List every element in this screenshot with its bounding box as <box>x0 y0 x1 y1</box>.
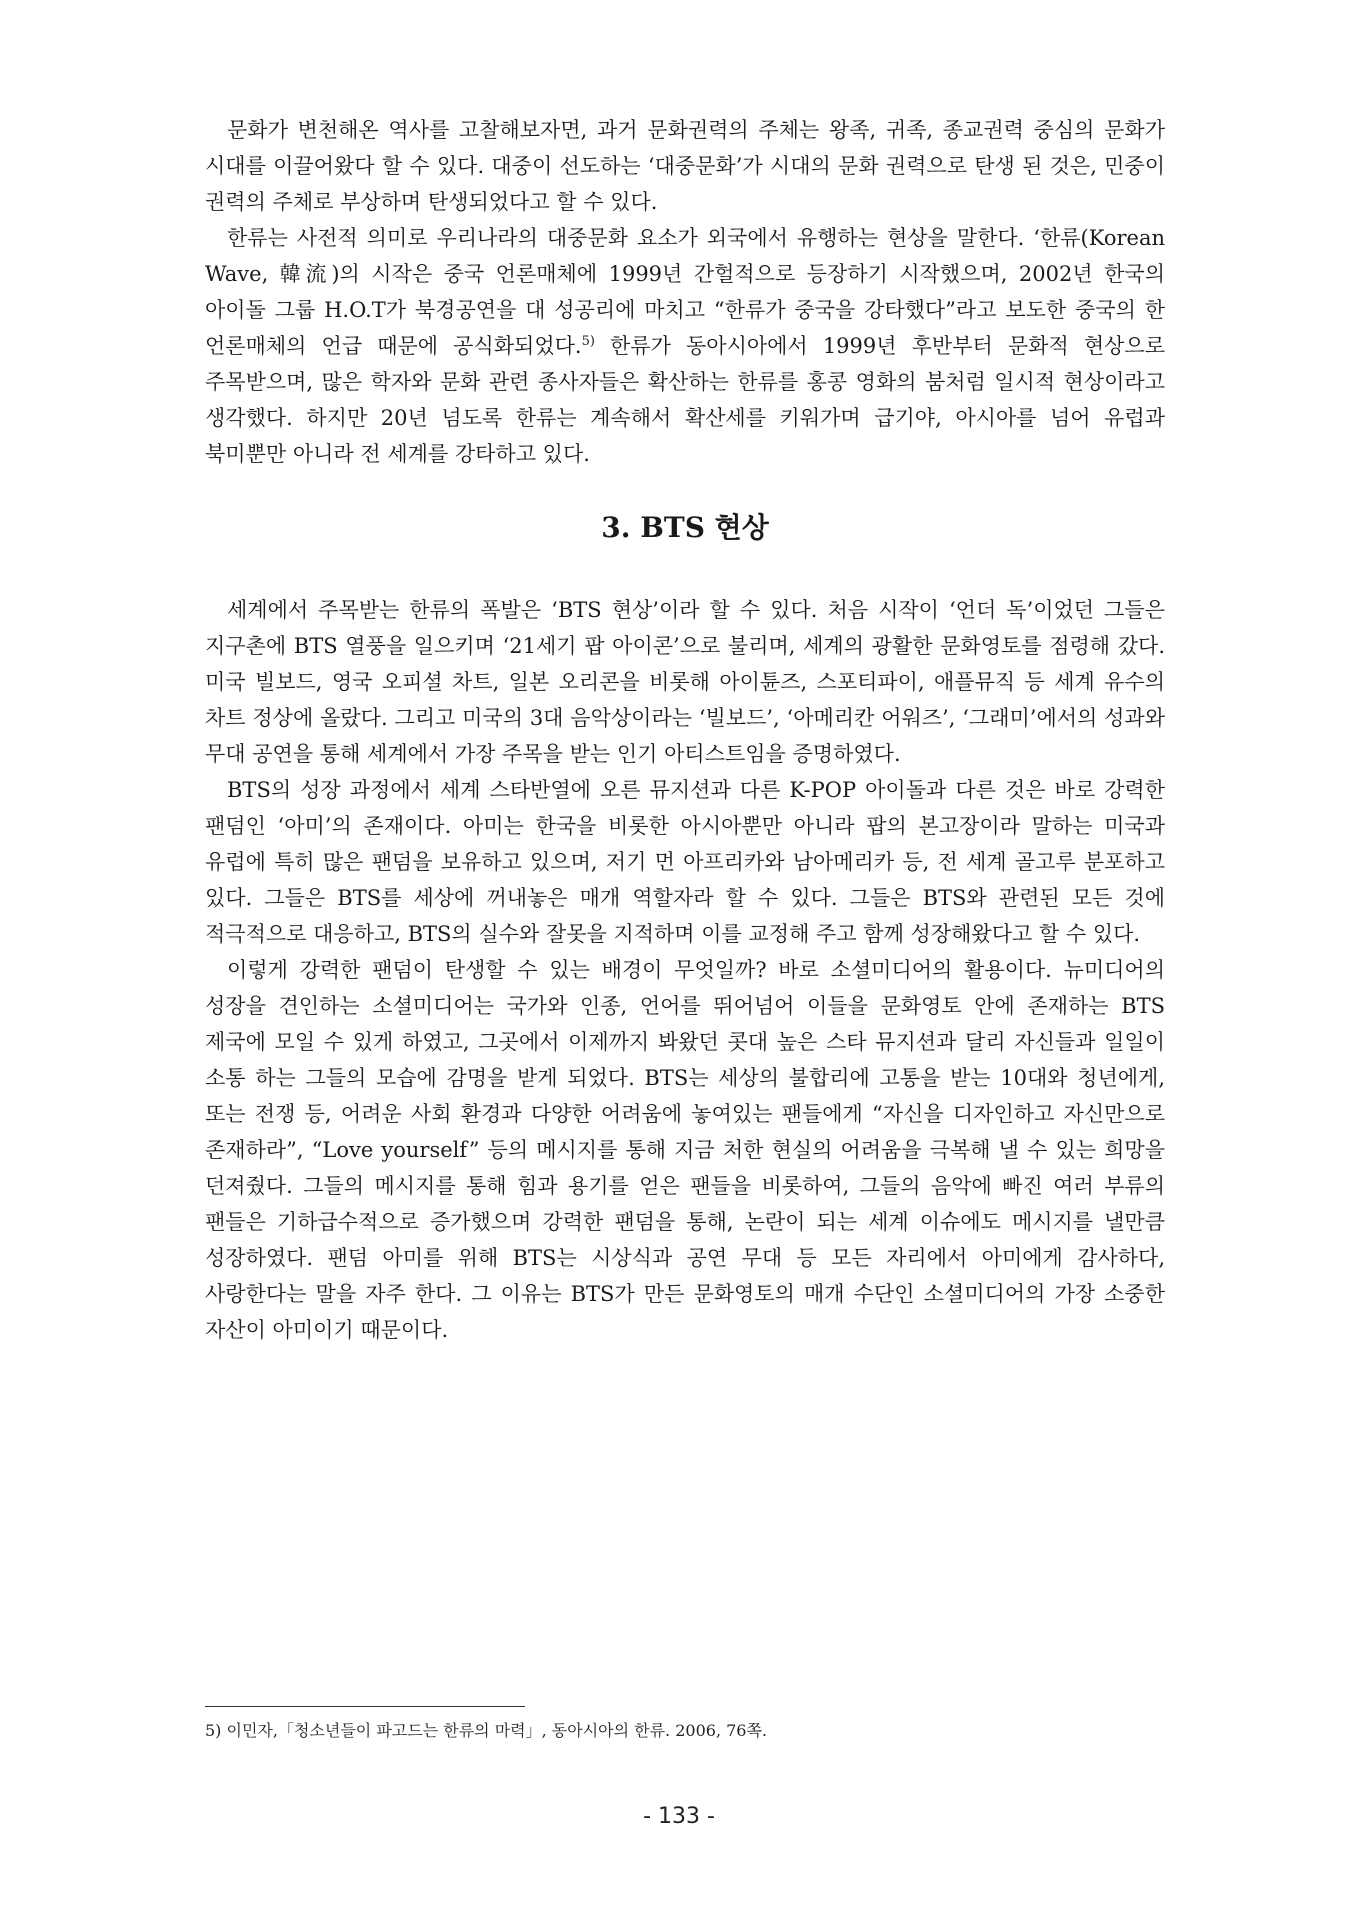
page-number: - 133 - <box>643 1804 715 1829</box>
paragraph-text: 한류가 동아시아에서 1999년 후반부터 문화적 현상으로 주목받으며, 많은 학자와 문화 관련 종사자들은 확산하는 한류를 홍콩 영화의 붐처럼 일시적 현상이라고 생각했다. 하지만 20년 넘도록 한류는 계속해서 확산세를 키워가며 급기야, 아시아를 넘어 유럽과 북미뿐만 아니라 전 세계를 강타하고 있다. <box>205 334 1166 466</box>
page-body <box>205 112 1165 1348</box>
body-paragraph: 문화가 변천해온 역사를 고찰해보자면, 과거 문화권력의 주체는 왕족, 귀족, 종교권력 중심의 문화가 시대를 이끌어왔다 할 수 있다. 대중이 선도하는 ‘대중문화’가 시대의 문화 권력으로 탄생 된 것은, 민중이 권력의 주체로 부상하며 탄생되었다고 할 수 있다. <box>205 118 1165 214</box>
body-paragraph: 세계에서 주목받는 한류의 폭발은 ‘BTS 현상’이라 할 수 있다. 처음 시작이 ‘언더 독’이었던 그들은 지구촌에 BTS 열풍을 일으키며 ‘21세기 팝 아이콘’으로 불리며, 세계의 광활한 문화영토를 점령해 갔다. 미국 빌보드, 영국 오피셜 차트, 일본 오리콘을 비롯해 아이튠즈, 스포티파이, 애플뮤직 등 세계 유수의 차트 정상에 올랐다. 그리고 미국의 3대 음악상이라는 ‘빌보드’, ‘아메리칸 어워즈’, ‘그래미’에서의 성과와 무대 공연을 통해 세계에서 가장 주목을 받는 인기 아티스트임을 증명하였다. <box>205 598 1165 766</box>
body-paragraph: BTS의 성장 과정에서 세계 스타반열에 오른 뮤지션과 다른 K-POP 아이돌과 다른 것은 바로 강력한 팬덤인 ‘아미’의 존재이다. 아미는 한국을 비롯한 아시아뿐만 아니라 팝의 본고장이라 말하는 미국과 유럽에 특히 많은 팬덤을 보유하고 있으며, 저기 먼 아프리카와 남아메리카 등, 전 세계 골고루 분포하고 있다. 그들은 BTS를 세상에 꺼내놓은 매개 역할자라 할 수 있다. 그들은 BTS와 관련된 모든 것에 적극적으로 대응하고, BTS의 실수와 잘못을 지적하며 이를 교정해 주고 함께 성장해왔다고 할 수 있다. <box>205 778 1165 946</box>
footnote-reference[interactable]: 5) <box>581 334 595 349</box>
section-heading: 3. BTS 현상 <box>601 511 769 544</box>
footnote: 5) 이민자,「청소년들이 파고드는 한류의 마력」, 동아시아의 한류. 2006, 76쪽. <box>205 1721 768 1740</box>
body-paragraph: 이렇게 강력한 팬덤이 탄생할 수 있는 배경이 무엇일까? 바로 소셜미디어의 활용이다. 뉴미디어의 성장을 견인하는 소셜미디어는 국가와 인종, 언어를 뛰어넘어 이들을 문화영토 안에 존재하는 BTS 제국에 모일 수 있게 하였고, 그곳에서 이제까지 봐왔던 콧대 높은 스타 뮤지션과 달리 자신들과 일일이 소통 하는 그들의 모습에 감명을 받게 되었다. BTS는 세상의 불합리에 고통을 받는 10대와 청년에게, 또는 전쟁 등, 어려운 사회 환경과 다양한 어려움에 놓여있는 팬들에게 “자신을 디자인하고 자신만으로 존재하라”, “Love yourself” 등의 메시지를 통해 지금 처한 현실의 어려움을 극복해 낼 수 있는 희망을 던져줬다. 그들의 메시지를 통해 힘과 용기를 얻은 팬들을 비롯하여, 그들의 음악에 빠진 여러 부류의 팬들은 기하급수적으로 증가했으며 강력한 팬덤을 통해, 논란이 되는 세계 이슈에도 메시지를 낼만큼 성장하였다. 팬덤 아미를 위해 BTS는 시상식과 공연 무대 등 모든 자리에서 아미에게 감사하다, 사랑한다는 말을 자주 한다. 그 이유는 BTS가 만든 문화영토의 매개 수단인 소셜미디어의 가장 소중한 자산이 아미이기 때문이다. <box>205 958 1165 1342</box>
footnote-divider <box>205 1706 525 1707</box>
body-paragraph <box>205 220 1165 472</box>
paragraph-text: 한류는 사전적 의미로 우리나라의 대중문화 요소가 외국에서 유행하는 현상을 말한다. ‘한류(Korean Wave, 韓流)의 시작은 중국 언론매체에 1999년 간헐적으로 등장하기 시작했으며, 2002년 한국의 아이돌 그룹 H.O.T가 북경공연을 대 성공리에 마치고 “한류가 중국을 강타했다”라고 보도한 중국의 한 언론매체의 언급 때문에 공식화되었다. <box>205 226 1165 358</box>
